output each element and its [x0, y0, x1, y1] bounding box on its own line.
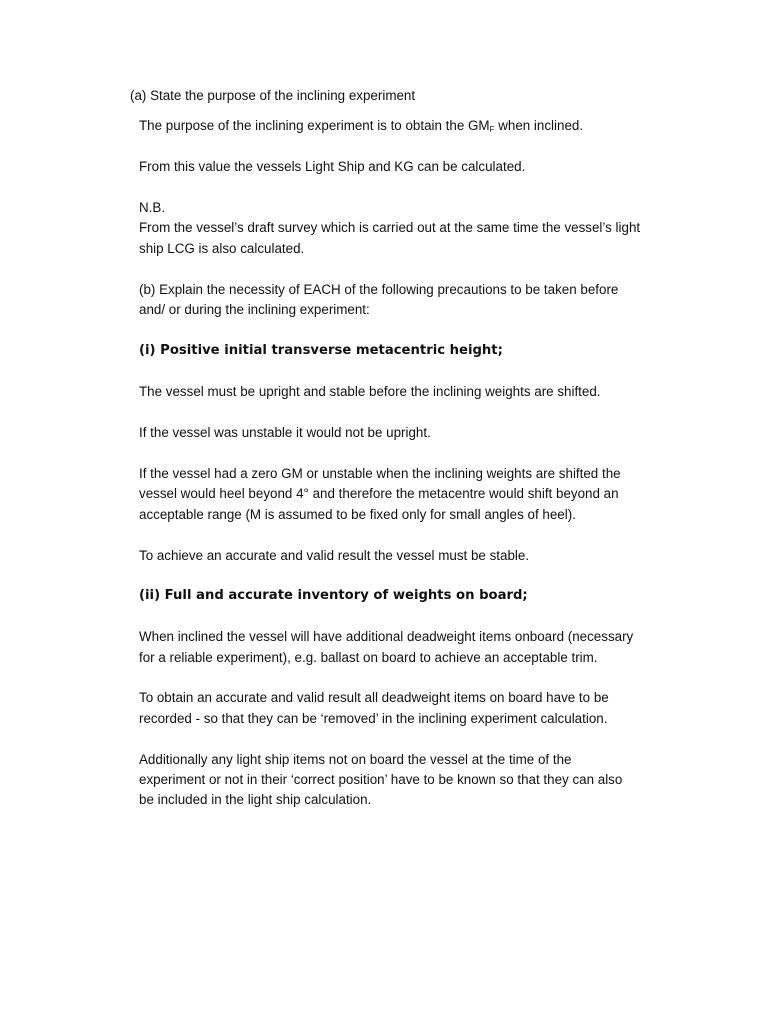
- nb-label: N.B.: [139, 200, 166, 215]
- ii-paragraph-2-line-2: recorded - so that they can be ‘removed’ in the inclining experiment calculation.: [139, 711, 608, 726]
- ii-paragraph-3-line-1: Additionally any light ship items not on board the vessel at the time of the: [139, 752, 572, 767]
- question-b-line-2: and/ or during the inclining experiment:: [139, 302, 370, 317]
- ii-paragraph-3-line-3: be included in the light ship calculation.: [139, 792, 372, 807]
- i-paragraph-3-line-2: vessel would heel beyond 4° and therefore the metacentre would shift beyond an: [139, 486, 619, 501]
- ii-paragraph-1-line-1: When inclined the vessel will have additional deadweight items onboard (necessary: [139, 629, 634, 644]
- i-paragraph-2: If the vessel was unstable it would not be upright.: [139, 425, 431, 440]
- purpose-line-suffix: when inclined.: [494, 118, 584, 133]
- question-a: (a) State the purpose of the inclining experiment: [130, 88, 416, 103]
- i-paragraph-3-line-1: If the vessel had a zero GM or unstable when the inclining weights are shifted the: [139, 466, 621, 481]
- purpose-line-prefix: The purpose of the inclining experiment is to obtain the GM: [139, 118, 490, 133]
- nb-text-line-1: From the vessel’s draft survey which is carried out at the same time the vessel’s light: [139, 220, 641, 235]
- ii-paragraph-1-line-2: for a reliable experiment), e.g. ballast on board to achieve an acceptable trim.: [139, 650, 598, 665]
- light-ship-line: From this value the vessels Light Ship and KG can be calculated.: [139, 159, 526, 174]
- nb-text-line-2: ship LCG is also calculated.: [139, 241, 305, 256]
- question-b-line-1: (b) Explain the necessity of EACH of the following precautions to be taken before: [139, 282, 619, 297]
- i-paragraph-4: To achieve an accurate and valid result the vessel must be stable.: [139, 548, 530, 563]
- i-paragraph-3-line-3: acceptable range (M is assumed to be fixed only for small angles of heel).: [139, 507, 576, 522]
- ii-paragraph-3-line-2: experiment or not in their ‘correct position’ have to be known so that they can also: [139, 772, 623, 787]
- i-paragraph-1: The vessel must be upright and stable before the inclining weights are shifted.: [139, 384, 601, 399]
- purpose-line: [139, 116, 583, 140]
- ii-paragraph-2-line-1: To obtain an accurate and valid result all deadweight items on board have to be: [139, 690, 609, 705]
- purpose-line-subscript: F: [489, 125, 495, 134]
- heading-i: (i) Positive initial transverse metacentric height;: [139, 343, 503, 358]
- heading-ii: (ii) Full and accurate inventory of weights on board;: [139, 588, 528, 603]
